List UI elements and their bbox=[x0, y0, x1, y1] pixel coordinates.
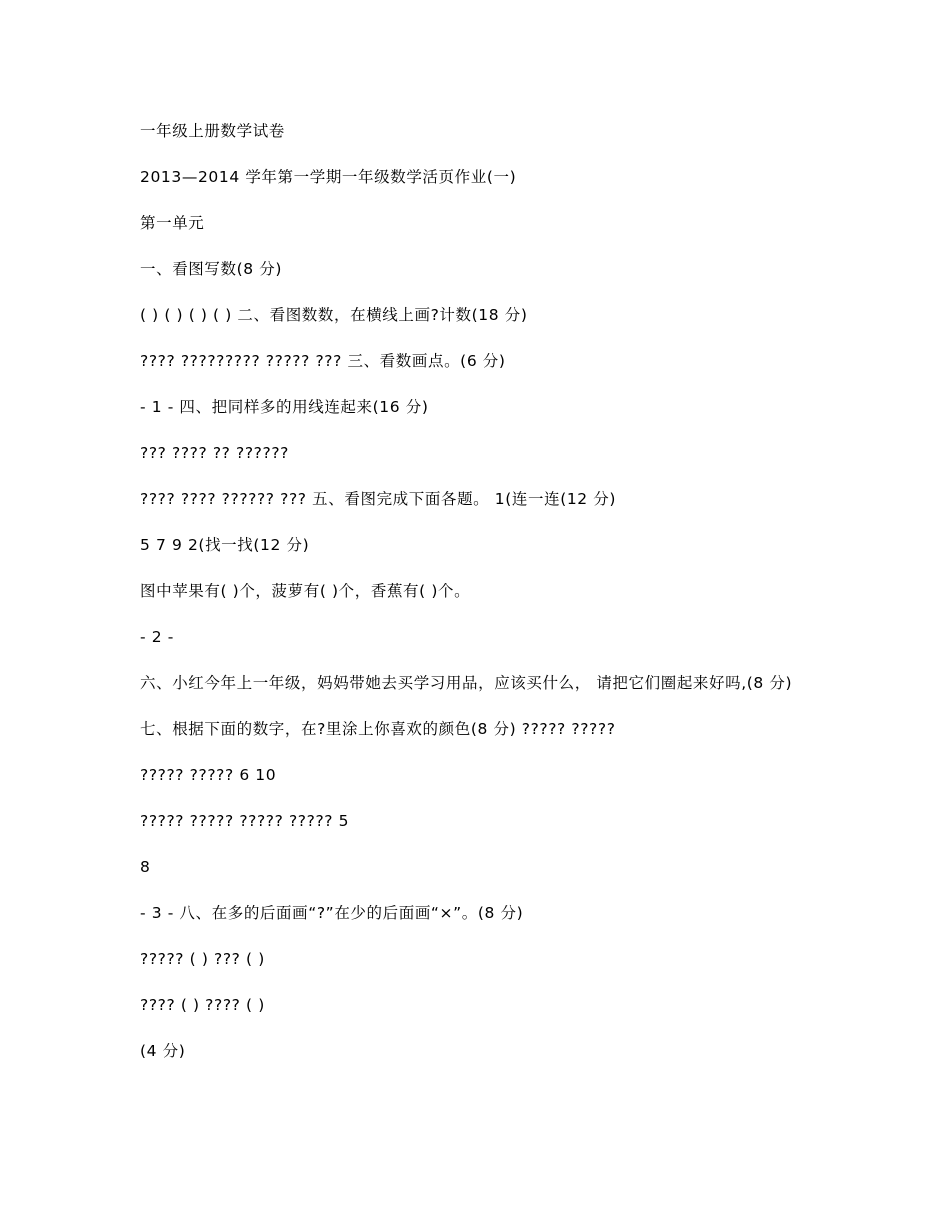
text-line: ????? ( ) ??? ( ) bbox=[140, 950, 265, 968]
doc-title: 一年级上册数学试卷 bbox=[140, 122, 285, 140]
score-line: (4 分) bbox=[140, 1042, 186, 1060]
section-5-line: ???? ???? ?????? ??? 五、看图完成下面各题。 1(连一连(12 分) bbox=[140, 490, 617, 508]
section-1-heading: 一、看图写数(8 分) bbox=[140, 260, 282, 278]
unit-heading: 第一单元 bbox=[140, 214, 205, 232]
text-line: 8 bbox=[140, 858, 151, 876]
section-4-line: - 1 - 四、把同样多的用线连起来(16 分) bbox=[140, 398, 429, 416]
page-number: - 2 - bbox=[140, 628, 174, 646]
doc-subtitle: 2013—2014 学年第一学期一年级数学活页作业(一) bbox=[140, 168, 517, 186]
section-8-line: - 3 - 八、在多的后面画“?”在少的后面画“×”。(8 分) bbox=[140, 904, 524, 922]
section-6-line: 六、小红今年上一年级，妈妈带她去买学习用品，应该买什么， 请把它们圈起来好吗,(8 分) bbox=[140, 674, 793, 692]
text-line: ??? ???? ?? ?????? bbox=[140, 444, 289, 462]
text-line: ????? ????? ????? ????? 5 bbox=[140, 812, 350, 830]
section-2-line: ( ) ( ) ( ) ( ) 二、看图数数，在横线上画?计数(18 分) bbox=[140, 306, 528, 324]
question-line: 图中苹果有( )个，菠萝有( )个，香蕉有( )个。 bbox=[140, 582, 471, 600]
section-3-line: ???? ????????? ????? ??? 三、看数画点。(6 分) bbox=[140, 352, 506, 370]
text-line: ???? ( ) ???? ( ) bbox=[140, 996, 265, 1014]
section-7-line: 七、根据下面的数字，在?里涂上你喜欢的颜色(8 分) ????? ????? bbox=[140, 720, 616, 738]
text-line: ????? ????? 6 10 bbox=[140, 766, 277, 784]
text-line: 5 7 9 2(找一找(12 分) bbox=[140, 536, 310, 554]
document-page bbox=[140, 118, 820, 1084]
